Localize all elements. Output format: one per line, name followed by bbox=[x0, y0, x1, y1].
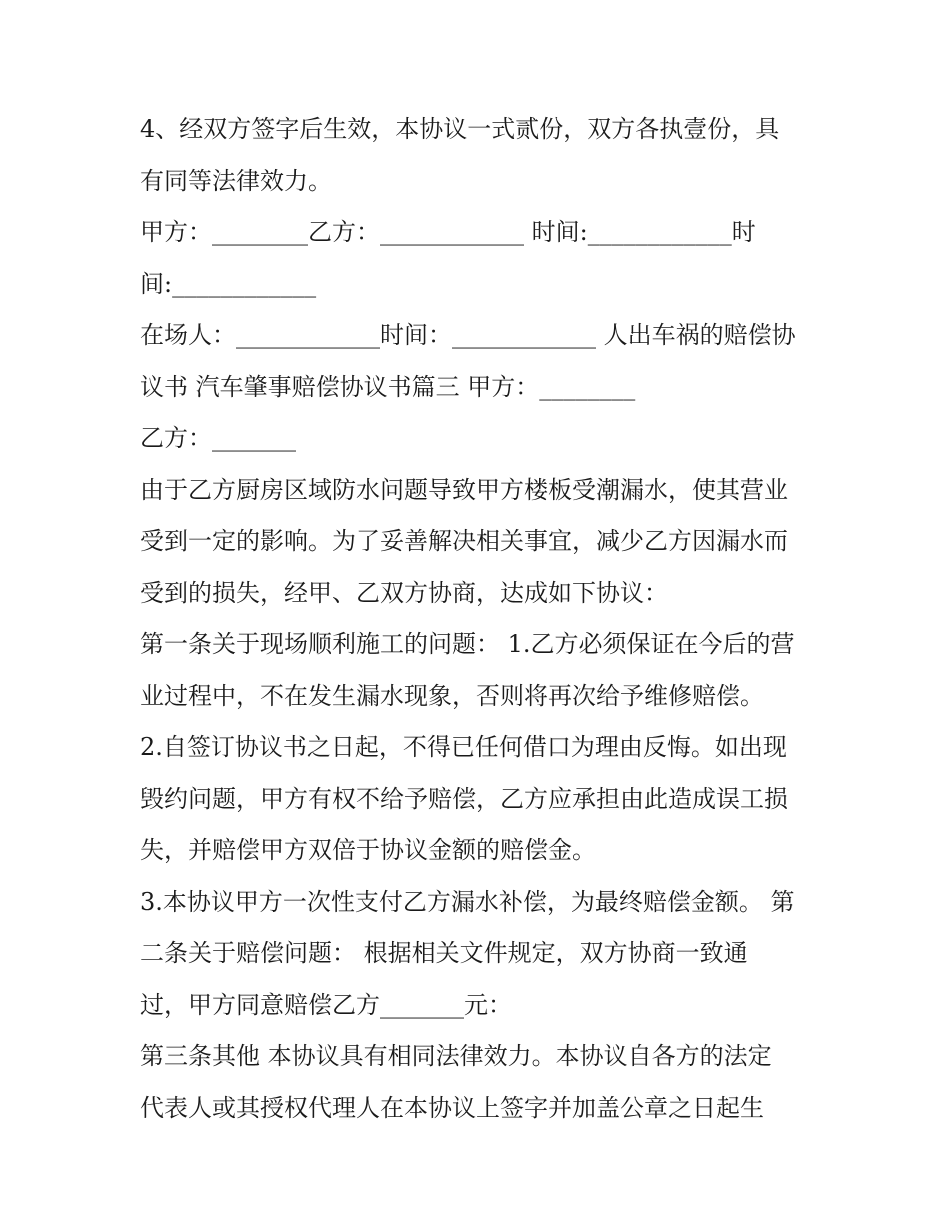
text-line: 毁约问题，甲方有权不给予赔偿，乙方应承担由此造成误工损 bbox=[140, 784, 788, 813]
text-line: 受到的损失，经甲、乙双方协商，达成如下协议： bbox=[140, 578, 668, 607]
text-line: 3.本协议甲方一次性支付乙方漏水补偿，为最终赔偿金额。 第 bbox=[140, 887, 795, 916]
text-line: 代表人或其授权代理人在本协议上签字并加盖公章之日起生 bbox=[140, 1093, 764, 1122]
text-line: 过，甲方同意赔偿乙方_______元： bbox=[140, 990, 512, 1019]
text-line: 业过程中，不在发生漏水现象，否则将再次给予维修赔偿。 bbox=[140, 681, 764, 710]
text-line: 在场人：____________时间：____________ 人出车祸的赔偿协 bbox=[140, 321, 796, 349]
text-line: 2.自签订协议书之日起，不得已任何借口为理由反悔。如出现 bbox=[140, 733, 787, 761]
text-line: 二条关于赔偿问题： 根据相关文件规定，双方协商一致通 bbox=[140, 939, 748, 967]
text-line: 甲方：________乙方：____________ 时间:____________时 bbox=[140, 218, 756, 246]
text-line: 乙方：_______ bbox=[140, 424, 296, 452]
text-line: 由于乙方厨房区域防水问题导致甲方楼板受潮漏水，使其营业 bbox=[140, 475, 788, 504]
document-body bbox=[140, 104, 820, 1134]
text-line: 议书 汽车肇事赔偿协议书篇三 甲方：________ bbox=[140, 372, 636, 401]
text-line: 有同等法律效力。 bbox=[140, 166, 332, 195]
text-line: 4、经双方签字后生效，本协议一式贰份，双方各执壹份，具 bbox=[140, 115, 780, 143]
text-line: 第三条其他 本协议具有相同法律效力。本协议自各方的法定 bbox=[140, 1042, 772, 1070]
text-line: 失，并赔偿甲方双倍于协议金额的赔偿金。 bbox=[140, 836, 596, 864]
text-line: 受到一定的影响。为了妥善解决相关事宜，减少乙方因漏水而 bbox=[140, 527, 788, 555]
text-line: 间:____________ bbox=[140, 269, 317, 298]
text-line: 第一条关于现场顺利施工的问题： 1.乙方必须保证在今后的营 bbox=[140, 630, 795, 658]
